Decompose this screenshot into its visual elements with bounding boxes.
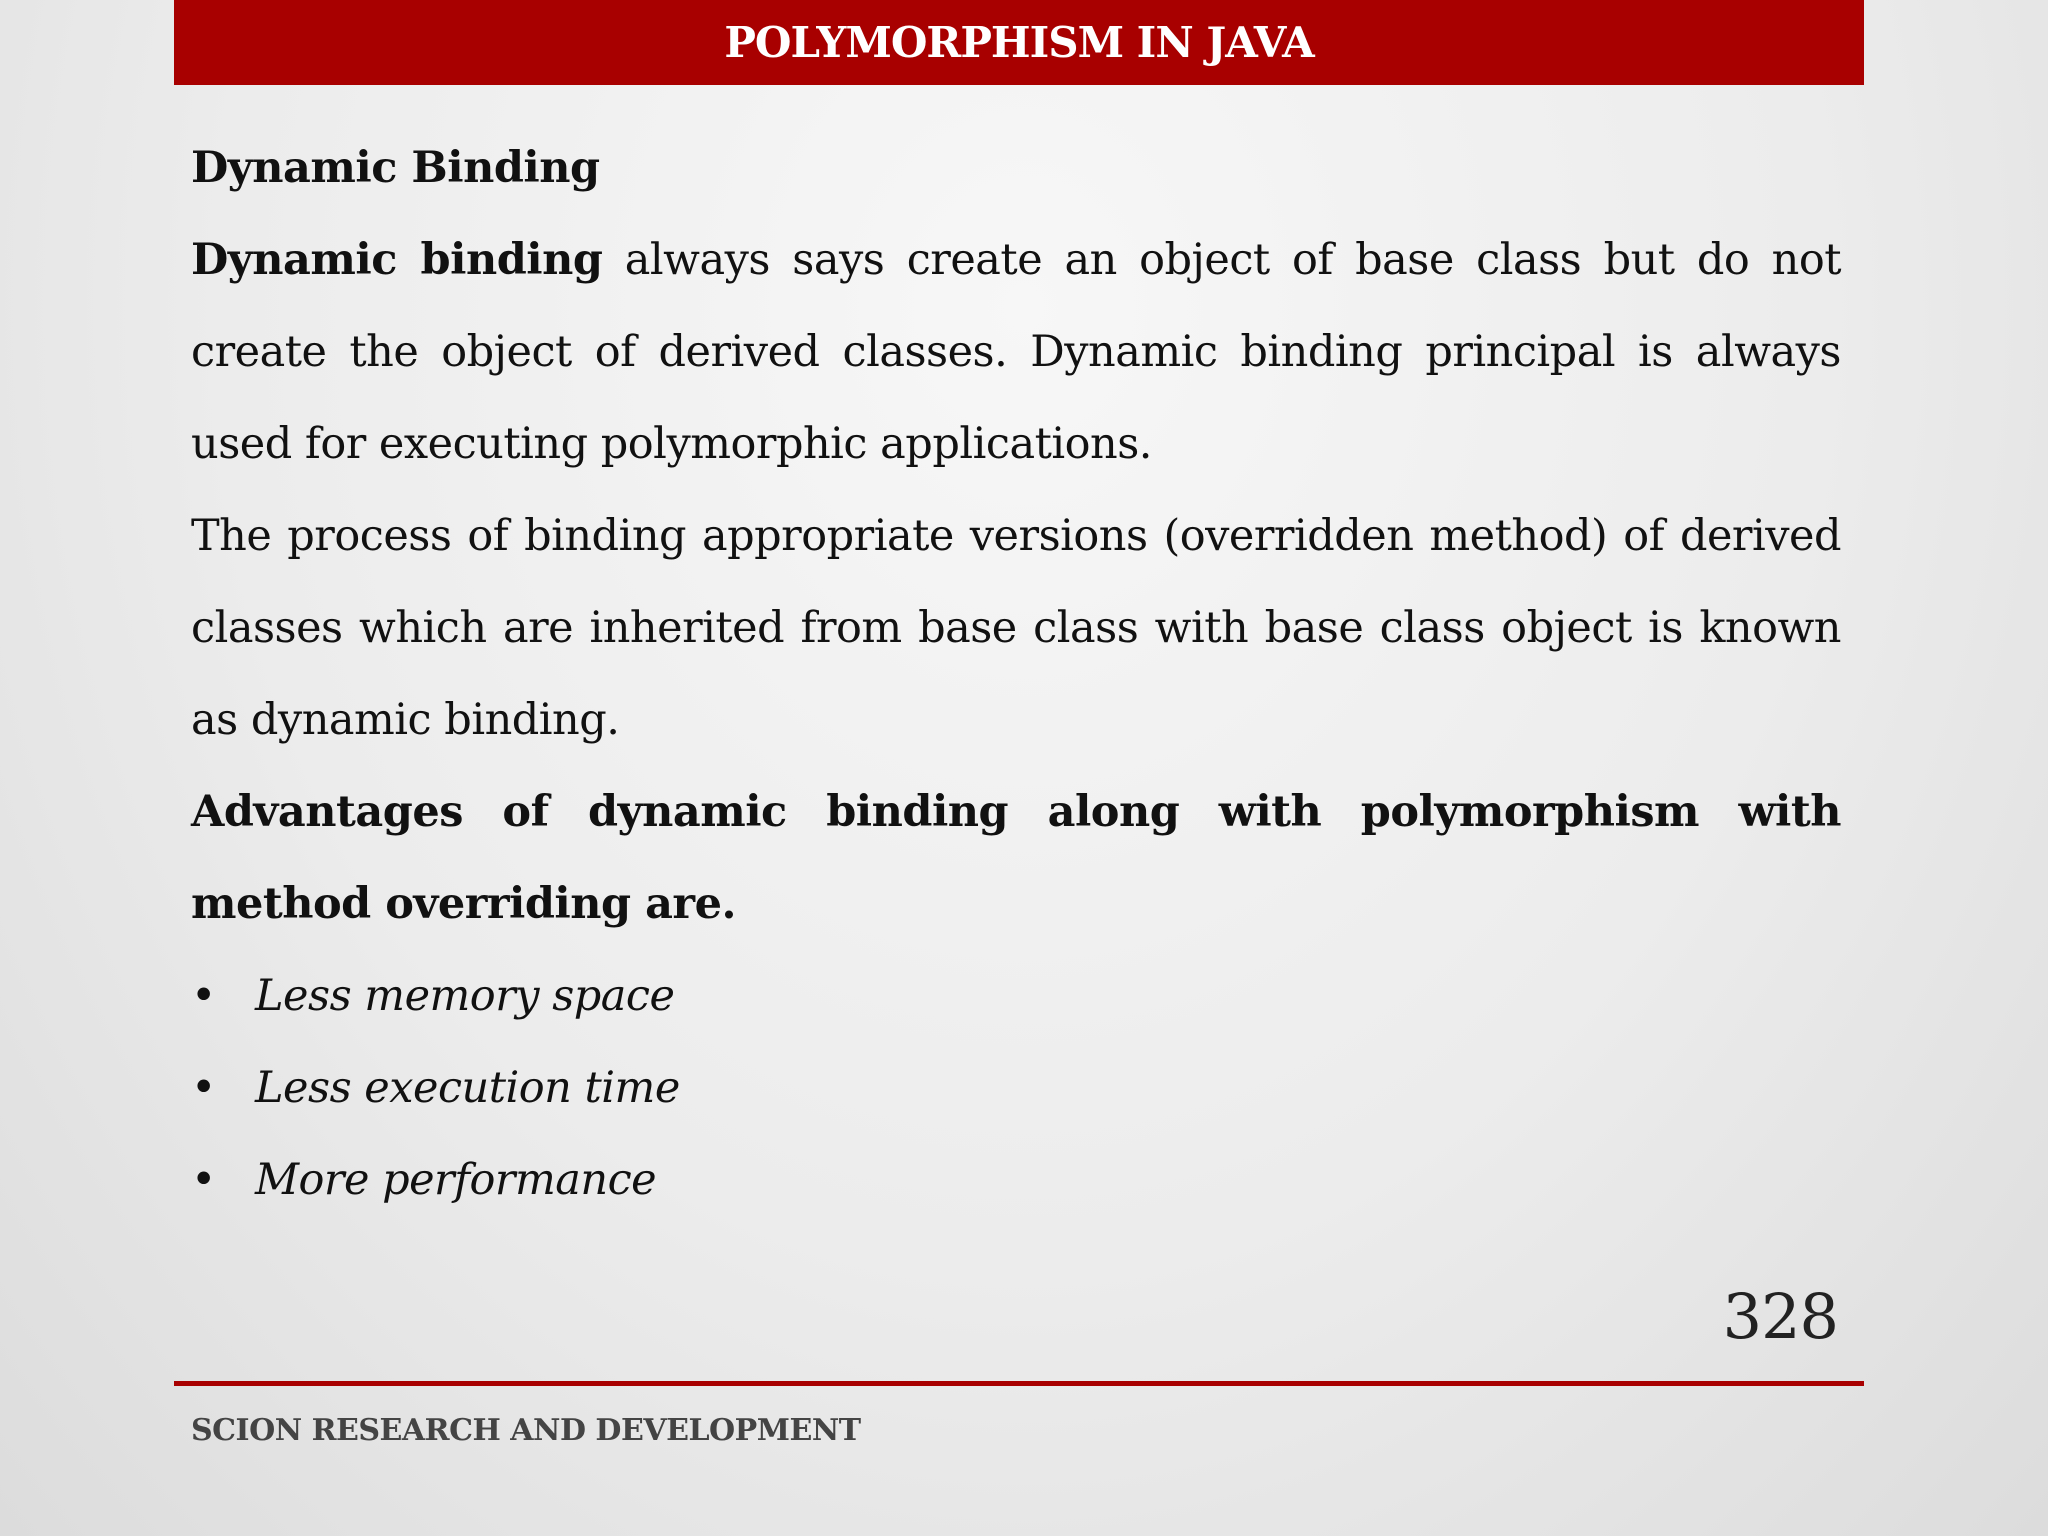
advantages-list — [191, 950, 1841, 1226]
paragraph-dynamic-binding — [191, 214, 1841, 490]
page-number: 328 — [1722, 1280, 1838, 1353]
slide-content — [191, 122, 1841, 1226]
list-item — [191, 1134, 1841, 1226]
list-item — [191, 950, 1841, 1042]
title-bar — [174, 0, 1864, 85]
advantages-heading: Advantages of dynamic binding along with polymorphism with method overriding are. — [191, 787, 1841, 929]
bullet-icon: • — [191, 971, 216, 1021]
list-item-text: More performance — [255, 1155, 657, 1205]
bullet-icon: • — [191, 1155, 216, 1205]
term-dynamic-binding: Dynamic binding — [191, 235, 603, 285]
list-item-text: Less execution time — [255, 1063, 680, 1113]
list-item — [191, 1042, 1841, 1134]
page-title: POLYMORPHISM IN JAVA — [724, 18, 1314, 67]
list-item-text: Less memory space — [255, 971, 675, 1021]
footer-divider — [174, 1381, 1864, 1386]
bullet-icon: • — [191, 1063, 216, 1113]
section-heading: Dynamic Binding — [191, 143, 600, 193]
paragraph-text: always says create an object of base class but do not create the object of derived classes. Dynamic binding principal is always used for executing polymorphic applications. — [191, 235, 1842, 469]
paragraph-binding-process: The process of binding appropriate versions (overridden method) of derived classes which are inherited from base class with base class object is known as dynamic binding. — [191, 511, 1841, 745]
footer-organization: SCION RESEARCH AND DEVELOPMENT — [191, 1413, 861, 1448]
